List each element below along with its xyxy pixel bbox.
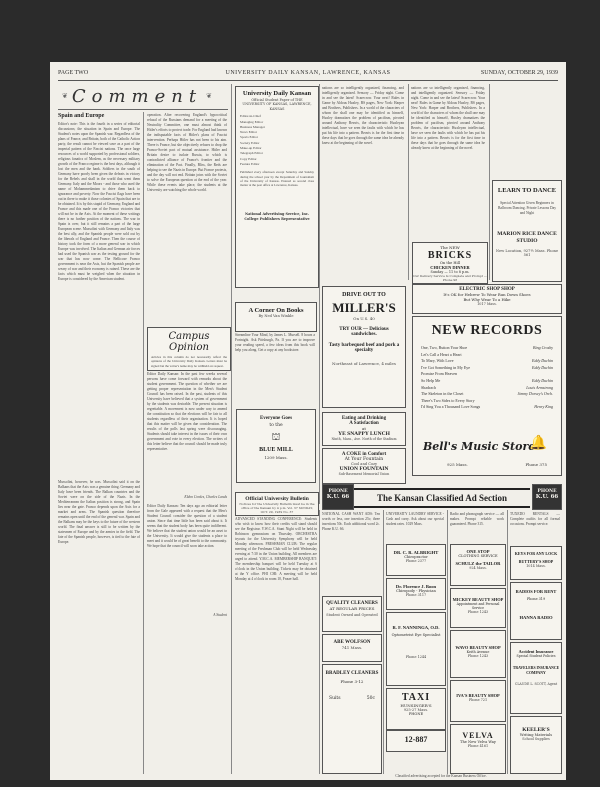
column-rule — [408, 84, 409, 280]
ivas-phone: Phone 721 — [468, 698, 488, 702]
bricks-times: Sunday — 11 to 8 p.m. — [430, 270, 470, 274]
bulletin-intro: Notices for the University Bulletin must be in the office of the Kansan by 4 p.m. Vol. 37 SUNDAY, OCT. 29, 1939 No. 37 — [239, 502, 315, 514]
record-artist: Eddy Duchin — [532, 358, 553, 364]
accident-insurance-ad — [510, 642, 562, 714]
snappy-name: YE SNAPPY LUNCH — [338, 431, 390, 437]
albright-ad — [386, 544, 446, 576]
staff-role: Make-up Editor — [240, 146, 262, 150]
staff-title: University Daily Kansan — [242, 90, 312, 97]
mickey-name: MICKEY BEAUTY SHOP — [452, 597, 504, 602]
staff-body: Published every afternoon except Saturday and Sunday during the school year by the Department of Journalism of the University of Kansas. Entered as second class matter at the post office at Lawrence, Kansas. — [240, 170, 314, 188]
stop-title: ONE STOP — [466, 549, 490, 554]
phone-right-number: K.U. 66 — [535, 494, 559, 500]
taxi-address: 925-27 Mass. — [403, 708, 429, 712]
abe-wolfson-ad — [322, 634, 382, 662]
page-label: PAGE TWO — [58, 70, 89, 76]
record-title: Let's Call a Heart a Heart — [421, 351, 462, 357]
bradley-name: BRADLEY CLEANERS — [325, 671, 379, 676]
classified-radio: Radio and phonograph service — all makes. Prompt reliable work guaranteed. Phone 315. — [450, 512, 504, 526]
radios-title: RADIOS FOR RENT — [515, 589, 557, 594]
staff-role: Managing Editor — [240, 119, 264, 124]
abe-name: ABE WOLFSON — [333, 640, 371, 645]
phone-right-label: PHONE — [537, 489, 557, 494]
staff-role: Society Editor — [240, 140, 260, 145]
corner-body: Streamline Your Mind, by James L. Mursell. 8 hours a Fortnight. Ask Pittsburgh, Pa. If you are to improve your reading speed, a few ideas from this book will help you along. Get a copy at any bookstore. — [235, 333, 315, 352]
phone-box-left — [322, 484, 354, 510]
classified-tuxedo: TUXEDO RENTALS — Complete outfits for all formal occasions. Prompt service. — [510, 512, 560, 526]
millers-sub: On U.S. 40 — [353, 316, 375, 321]
comment-banner — [58, 86, 218, 106]
record-artist: Bing Crosby — [533, 345, 553, 350]
keys-ad — [510, 546, 562, 580]
tailor-address: 924 Mass. — [469, 566, 487, 570]
bell-icon: 🔔 — [529, 435, 547, 451]
record-artist: Louis Armstrong — [526, 384, 553, 390]
banner-rule — [58, 109, 228, 110]
bradley-phone: Phone 3-12 — [340, 679, 364, 684]
music-store-logo: Bell's Music Store — [423, 440, 536, 453]
dance-body: Special Attention Given Beginners in Ballroom Dancing. Private Lessons Day and Night — [498, 201, 556, 215]
keys-title: KEYS FOR ANY LOCK — [514, 551, 558, 556]
column-rule — [489, 84, 490, 280]
electric-line2: But Why Wear To a Hike — [463, 297, 511, 302]
nanninga-title: Optometrist Eye Specialist — [391, 633, 441, 637]
mickey-sub: Appointment and Personal Service — [456, 602, 500, 610]
records-phone: Phone 375 — [525, 462, 547, 467]
record-row — [421, 345, 553, 352]
column-rule — [447, 510, 448, 774]
record-artist: Henry King — [534, 404, 553, 410]
cleaners-name: Student Owned and Operated — [326, 613, 378, 617]
accident-company: TRAVELERS INSURANCE COMPANY — [512, 666, 560, 675]
bricks-name: BRICKS — [427, 250, 473, 261]
union-line1: A COKE in Comfort — [341, 452, 387, 457]
electric-line1: It's OK for Hebrew To Wear Run Down Shoes — [443, 292, 531, 297]
staff-role: Telegraph Editor — [240, 151, 263, 156]
dance-name: MARION RICE DANCE STUDIO — [497, 231, 557, 244]
bulletin-title: Official University Bulletin — [245, 496, 309, 502]
bradley-price-row — [329, 696, 375, 701]
millers-tasty: Tasty barbequed beef and pork a specialty — [328, 343, 400, 353]
editorial-body-continued: Mussolini, however, he was. Mussolini said it on the Balkans that the Axis was a genuine thing. Germany and Italy have been friends. The Balkan countries and the Soviet were on the side of the Nazis. In the Mediterranean the Italian position is strong, and Spain lies near the gate. Franco depends upon the Axis for a market and arms. The Spanish question therefore remains open until the end of the general war. Spain and the Balkans may be the keys to the future of the western world. The final answer is still to be written by the statesmen of Europe and by the armies in the field. The fate of the Spanish people, however, is tied to the fate of Europe. — [58, 480, 140, 544]
union-line2: At Your Fountain — [344, 457, 384, 462]
staff-role: Sports Editor — [240, 135, 258, 140]
editorial-title: Spain and Europe — [58, 113, 105, 119]
boon-phone: Phone 3117 — [405, 593, 427, 597]
column-rule — [383, 510, 384, 774]
column-rule — [507, 510, 508, 774]
nanninga-name: R. F. NANNINGA, O.D. — [392, 625, 440, 630]
comment-banner-label: Comment — [71, 85, 203, 107]
record-row — [421, 352, 553, 359]
bradley-item: Suits — [329, 696, 341, 701]
blue-mill-line1: Everyone Goes — [259, 416, 293, 421]
bulletin-header — [235, 492, 319, 516]
record-row — [421, 371, 553, 378]
staff-box — [235, 86, 319, 288]
mickey-beauty-ad — [450, 588, 506, 628]
cleaners-title: QUALITY CLEANERS — [326, 601, 378, 606]
boon-ad — [386, 578, 446, 610]
keys-name: BUTTERY'S SHOP — [518, 559, 554, 564]
staff-roles — [240, 114, 314, 167]
taxi-name: HUNSINGER'S — [400, 703, 432, 708]
snappy-line2: A Satisfaction — [349, 421, 379, 426]
cleaners-sub: AT REGULAR PRICES — [329, 606, 375, 611]
record-title: Promise From Heaven — [421, 371, 457, 377]
record-title: There's Two Sides to Every Story — [421, 397, 475, 403]
editorial-continued: operation. After recovering England's hypocritical refusal of the Russians demand for a meeting of the Neutrality Committee, one must almost think of Hitler's efforts to protect trade. For England had known the indisputable facts of Hitler's plans of Fascist intervention. Perhaps Hitler has not been to his aim. There is France, but she objectively refuses to drop the Franco-Soviet pact of mutual assistance. Hitler and Britain desire to isolate Russia, to which is contradicted alliance of France's frontier and the elimination of the Pact. Finally, Bliss, the Reds are helping to see the Nazis in Europe. But France protests, and the day will not end. Britain joins with the Soviet to solve the European question at the end of the year. While these events take place, the students at the University are watching the whole world. — [147, 113, 227, 192]
column-rule — [231, 84, 232, 774]
ivas-name: IVA'S BEAUTY SHOP — [456, 693, 500, 698]
classified-footer: Classified advertising accepted for the Kansan Business Office. — [395, 774, 487, 778]
staff-role: News Editor — [240, 130, 258, 135]
millers-drive: DRIVE OUT TO — [342, 292, 386, 298]
record-title: To Mary, With Love — [421, 358, 454, 364]
blue-mill-phone: 1209 Mass. — [264, 455, 288, 460]
taxi-ad — [386, 688, 446, 730]
accident-agent: CLAUDE L. SCOTT, Agent — [514, 682, 558, 686]
taxi-number-box — [386, 730, 446, 752]
records-title: NEW RECORDS — [431, 323, 543, 338]
record-artist: Eddy Duchin — [532, 377, 553, 383]
velva-sub: The New Velva Way — [460, 740, 496, 744]
record-title: I've Got Something in My Eye — [421, 364, 471, 370]
accident-sub: Special Student Policies — [516, 654, 556, 658]
corner-byline: By Ned Van Winkle — [258, 314, 294, 318]
millers-try: TRY OUR — Delicious sandwiches. — [339, 327, 389, 337]
record-title: The Skeleton in the Closet — [421, 391, 464, 397]
nanninga-ad — [386, 612, 446, 686]
record-row — [421, 398, 553, 405]
campus-opinion-title: Campus Opinion — [168, 331, 210, 353]
union-name: UNION FOUNTAIN — [339, 466, 389, 472]
record-row — [421, 404, 553, 411]
albright-phone: Phone 2377 — [405, 559, 427, 563]
staff-subtitle: Official Student Paper of THE UNIVERSITY OF KANSAS, LAWRENCE, KANSAS — [242, 98, 312, 111]
record-row — [421, 385, 553, 392]
bricks-dinner: CHICKEN DINNER — [430, 265, 470, 270]
bradley-cleaners-ad — [322, 664, 382, 774]
bricks-ad — [412, 242, 488, 284]
issue-date: SUNDAY, OCTOBER 29, 1939 — [480, 70, 558, 76]
campus-opinion-header — [147, 327, 231, 371]
dance-address: New Location, 927½ Mass. Phone 561 — [495, 249, 559, 257]
records-address: 925 Mass. — [447, 462, 468, 467]
keelers-ad — [510, 716, 562, 774]
velva-name: VELVA — [462, 731, 494, 740]
wavo-address: Keith Avenue — [466, 650, 490, 654]
bricks-top: The NEW — [440, 245, 460, 250]
phone-left-label: PHONE — [328, 489, 348, 494]
national-advertising: National Advertising Service, Inc. College Publishers Representative — [244, 212, 310, 221]
radios-ad — [510, 582, 562, 640]
record-row — [421, 365, 553, 372]
velva-phone: Phone 4161 — [467, 744, 489, 748]
record-title: One, Two, Button Your Shoe — [421, 345, 468, 350]
snappy-lunch-ad — [322, 412, 406, 446]
record-title: Shadrach — [421, 384, 436, 390]
tailor-ad — [450, 544, 506, 586]
snappy-line3: at — [362, 426, 366, 431]
electric-address: 1017 Mass. — [477, 302, 497, 306]
cleaners-ad — [322, 596, 382, 632]
page-header — [58, 70, 558, 80]
column-rule — [319, 84, 320, 504]
albright-title: Chiropractor — [404, 555, 428, 559]
boon-title: Chiropody - Physician — [396, 589, 436, 593]
record-row — [421, 358, 553, 365]
review-body: nations are so intelligently organized, financing, and intelligently organized. Sensory — Friday night. Come in and see the latest! Scarecrow. Your next! Rules in Game by Aldous Huxley, BS pages, New York: Harper and Brothers, Publishers. In a world of the characters of whom the shall one may be identified as himself, Huxley dramatizes the problem of pacifism, pivoted around Anthony Beavis, the characteristic Huxleyan intellectual, have we seen the faults with which he has put his life into a pattern. Beavis is for the first time in these days that he goes through the same idea he already knew at the beginning of the novel. — [322, 86, 404, 145]
abe-address: 741 Mass. — [341, 645, 363, 650]
wavo-beauty-ad — [450, 630, 506, 678]
keeler-address: School Supplies — [522, 737, 550, 741]
campus-opinion-letter-2: Editor Daily Kansan: Ten days ago an editorial letter from the Gale appeared with a request that the Men's Student Council consider the question of a student union. Since that time little has been said about it. It seems that the student body has been quite indifferent. We believe that the student union would be an asset to the University. It would give the students a place to meet and it would be of great benefit to the community. We hope that the council will soon take action. — [147, 504, 227, 548]
radios-phone: Phone 319 — [526, 597, 546, 601]
dance-title: LEARN TO DANCE — [497, 187, 557, 194]
mickey-phone: Phone 1243 — [467, 610, 489, 614]
keeler-name: KEELER'S — [522, 727, 550, 733]
snappy-line1: Eating and Drinking — [341, 416, 387, 421]
editorial-body: Editor's note: This is the fourth in a series of editorial discussions; the situation in Spain and Europe. The Student's notes upon the Spanish war. Regardless of the plans of France, and Britain, both of the Catholic Action party, the result cannot be viewed save as a part of the imperial pattern of the Fascist nations. The once large resources of a world supported by professional soldiers, religious fanatics of Moslem, as the necessary military growth of the Franco regime is the best days, although it lost the men and the bank. Soldiers in the south of Germany have poorly been given the defeats in victory for the Rebels and shall in the world that went them Germany. Italy and the Moors - and those who used the name of Mohammedanism to drive them back to ignorance and poverty. Now the Fascist flags have been out in there to make it those colonies of Spain that are to be obtained. It is by this stupid of Germany, England and France and this made one of the Franco victories that will not be in the Axis. At the moment of these writings there is no further position of the nations. The war in Spain is over, but it still remains a part of the large European scene. Mussolini with Germany and Italy was the best ally, and the Spanish people were sold out by the liberals of England and France. Then the course of history took the form of a more general war in which Europe was involved. The Italian and German air forces had used the Spanish war as the testing ground for the war that has now come. The Bellicose Franco government is near the Axis, but the Spanish people are weary of war and their economy is ruined. These are the facts which must be weighed when the situation in Europe is considered by the American student. — [58, 122, 140, 281]
records-list — [421, 345, 553, 411]
bulletin-body: ADVANCED STANDING CONFERENCE: Students who wish to know how their credits will stand should see the Registrar. Y.W.C.A. Stunt Night will be held in Robinson gymnasium on Thursday. ORCHESTRA tryouts for the University Symphony will be held Monday afternoon. FRESHMAN CLUB: The regular meeting of the Freshman Club will be held Wednesday evening at 7:30 in the Union building. All members are urged to attend. Y.M.C.A. MEMBERSHIP BANQUET: The membership banquet will be held Tuesday at 6 o'clock in the Union building. Tickets may be obtained at the Y office. PHI CHI: A meeting will be held Monday at 4 o'clock in room 10, Fraser hall. — [235, 517, 317, 581]
nanninga-phone: Phone 1244 — [405, 655, 427, 659]
masthead: UNIVERSITY DAILY KANSAN, LAWRENCE, KANSAS — [225, 70, 391, 76]
electric-shop-ad — [412, 284, 562, 314]
bricks-sub: On the Hill — [439, 261, 460, 265]
blue-mill-line2: to the — [269, 423, 283, 428]
campus-opinion-letter: Editor Daily Kansan: In the past few weeks several persons have come forward with remarks about the student government. The question of whether we are getting proper representation in the Men's Student Council has been raised. In the past, students of this University have believed that a system of government by the students was desirable. The present situation is regrettable. A movement is now under way to amend the constitution so that the elections will be fair to all students regardless of their organization. It is hoped that this matter will be given due consideration. The results of the polls last spring were discouraging. Students should take interest in the issues of their own government and vote in every election. The writers of this letter believe that the council should be made truly representative. — [147, 372, 227, 451]
millers-name: MILLER'S — [332, 300, 396, 315]
record-row — [421, 391, 553, 398]
bricks-tag: Our Delivery Service Is Complete and Prompt — Phone 98 — [413, 274, 487, 282]
phone-box-right — [532, 484, 562, 510]
corner-title: A Corner On Books — [248, 307, 304, 314]
letter-signature-2: A Student — [213, 613, 227, 617]
union-sub: Sub-Basement Memorial Union — [338, 472, 390, 476]
millers-ad — [322, 286, 406, 408]
electric-title: ELECTRIC SHOP SHOP — [459, 287, 515, 292]
bradley-price: 50c — [366, 696, 375, 701]
record-artist: Eddy Duchin — [532, 364, 553, 370]
wavo-phone: Phone 1243 — [467, 654, 489, 658]
keeler-sub: Writing Materials — [519, 733, 553, 737]
corner-on-books-header — [235, 302, 317, 332]
ornament-icon: ❦ — [62, 92, 68, 100]
header-rule — [58, 80, 558, 81]
ivas-beauty-ad — [450, 680, 506, 722]
taxi-phone-label: PHONE — [408, 712, 424, 716]
record-title: I'd Sing You a Thousand Love Songs — [421, 404, 481, 410]
radios-name: HANNA RADIO — [519, 615, 553, 620]
phone-left-number: K.U. 66 — [326, 494, 350, 500]
keys-address: 1014 Mass. — [526, 564, 546, 568]
boon-name: Dr. Florence J. Boon — [395, 584, 437, 589]
campus-opinion-note: Articles in this column do not necessarily reflect the opinions of the University Daily Kansan. Letters must be signed but the writer's name may be withheld on request. — [151, 355, 227, 368]
staff-role: Copy Editor — [240, 156, 257, 161]
column-rule — [143, 112, 144, 774]
tailor-name: SCHULZ the TAILOR — [455, 561, 501, 566]
accident-title: Accident Insurance — [518, 649, 554, 654]
stop-sub: CLOTHING SERVICE — [458, 554, 498, 558]
wavo-name: WAVO BEAUTY SHOP — [455, 645, 501, 650]
mill-icon: ⛫ — [271, 432, 281, 443]
classified-title: The Kansan Classified Ad Section — [354, 488, 530, 508]
column-rule — [319, 510, 320, 774]
new-records-ad — [412, 316, 562, 476]
taxi-number: 12-887 — [404, 735, 428, 744]
record-row — [421, 378, 553, 385]
velva-ad — [450, 724, 506, 774]
record-artist: Jimmy Dorsey's Orch. — [517, 391, 553, 397]
albright-name: DR. C. R. ALBRIGHT — [393, 550, 439, 555]
blue-mill-name: BLUE MILL — [259, 447, 293, 453]
taxi-title: TAXI — [401, 692, 431, 703]
union-line3: Cool and Cozy — [350, 462, 378, 466]
classified-rates: NATIONAL CASH WANT ADS: Ten words or less, one insertion 25c; three insertions 50c. Each additional word 2c. Phone K.U. 66. — [322, 512, 380, 531]
staff-role: Editor-in-Chief — [240, 114, 261, 119]
blue-mill-ad — [236, 409, 316, 483]
staff-role: Business Manager — [240, 124, 265, 129]
record-title: So Help Me — [421, 377, 441, 383]
dance-studio-ad — [492, 180, 562, 282]
review-continued: nations are so intelligently organized, financing, and intelligently organized. Sensory — Friday night. Come in and see the latest! Scarecrow. Your next! Rules in Game by Aldous Huxley, BS pages, New York: Harper and Brothers, Publishers. In a world of the characters of whom the shall one may be identified as himself, Huxley dramatizes the problem of pacifism, pivoted around Anthony Beavis, the characteristic Huxleyan intellectual, have we seen the faults with which he has put his life into a pattern. Beavis is for the first time in these days that he goes through the same idea he already knew at the beginning of the novel. — [411, 86, 485, 150]
snappy-address: Ninth, Mass., Ave. North of the Stadium — [331, 437, 397, 441]
newspaper-page — [50, 62, 566, 780]
millers-address: Northeast of Lawrence, 4 miles — [332, 361, 396, 366]
classified-services: UNIVERSITY LAUNDRY SERVICE - Cash and carry. Ask about our special student rates. 1029 Mass. — [386, 512, 444, 526]
union-fountain-ad — [322, 448, 406, 484]
ornament-icon: ❦ — [206, 92, 212, 100]
staff-role: Feature Editor — [240, 161, 260, 166]
letter-signature: Eldon Cordes, Charles Lands — [184, 495, 227, 499]
